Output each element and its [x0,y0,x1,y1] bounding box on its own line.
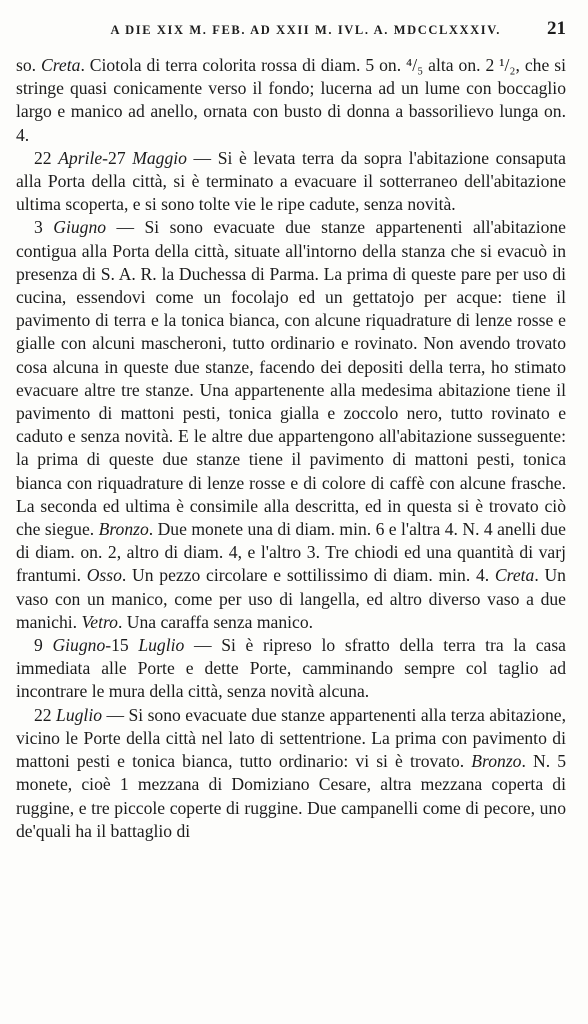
italic-term: Creta [494,565,535,586]
text-run: so. [16,55,41,75]
italic-term: Vetro [81,611,118,632]
text-run: — Si sono evacuate due stanze appartenenti alla terza abitazione, vicino le Porte della città nel lato di settentrione. La prima con pavimento di mattoni pesti e tonica bianca, tutto ordinario: vi si è trovato. [16,704,566,772]
running-title: A DIE XIX M. FEB. AD XXII M. IVL. A. MDCCLXXXIV. [110,23,501,37]
text-run: . Due monete una di diam. min. 6 e l'altra 4. N. 4 anelli due di diam. on. 2, altro di diam. 4, e l'altro 3. Tre chiodi ed una quantità di varj frantumi. [16,519,566,586]
text-run: . Un pezzo circolare e sottilissimo di diam. min. 4. [121,565,495,586]
text-run: — Si è ripreso lo sfratto della terra tra la casa immediata alle Porte e dette Porte, camminando sempre col taglio ad incontrare le mura della città, senza novità alcuna. [16,635,566,702]
running-head [16,18,566,44]
text-run: . Una caraffa senza manico. [117,611,314,632]
body-text [16,54,566,843]
text-run: 3 [34,217,54,238]
italic-term: Giugno [52,635,106,656]
italic-term: Maggio [132,147,187,168]
text-run: -15 [105,635,139,656]
italic-term: Osso [86,565,122,586]
italic-term: Giugno [53,217,107,238]
text-run: — Si sono evacuate due stanze appartenenti all'abitazione contigua alla Porta della città, situate all'intorno della stanza che si evacuò in presenza di S. A. R. la Duchessa di Parma. La prima di queste pare per uso di cucina, essendovi come un focolajo ed un gettatojo per acque: tiene il pavimento di terra e la tonica bianca, con alcune riquadrature di lenze rosse e gialle con alcuni mascheroni, tutto ordinario e rovinato. Non avendo trovato cosa alcuna in queste due stanze, facendo dei depositi della terra, ho stimato evacuare altre tre stanze. Una appartenente alla medesima abitazione tiene il pavimento di mattoni pesti, tonica gialla e zoccolo nero, tutto rovinato e caduto e senza novità. E le altre due appartengono all'abitazione susseguente: la prima di queste due stanze tiene il pavimento di mattoni pesti, tonica bianca con riquadrature di lenze rosse e di colore di caffè con alcune frasche. La seconda ed ultima è consimile alla descritta, ed in questa si è trovato ciò che siegue. [16,217,566,540]
text-run: . Ciotola di terra colorita rossa di diam. 5 on. ⁴/₅ alta on. 2 ¹/₂, che si stringe quasi conicamente verso il fondo; lucerna ad un lume con boccaglio largo e manico ad anello, ornata con busto di donna a bassorilievo lunga on. 4. [16,55,566,145]
text-run: . N. 5 monete, cioè 1 mezzana di Domiziano Cesare, altra mezzana coperta di ruggine, e tre piccole coperte di ruggine. Due campanelli come di pecore, uno de'quali ha il battaglio di [16,751,566,841]
text-run: . Un vaso con un manico, come per uso di langella, ed altro diverso vaso a due manichi. [16,565,566,632]
text-run: 9 [34,635,53,656]
text-run: — Si è levata terra da sopra l'abitazione consaputa alla Porta della città, si è terminato a evacuare il sotterraneo dell'abitazione ultima scoperta, e si sono tolte vie le ripe cadute, senza novità. [16,147,566,215]
entry-22-aprile [16,147,566,217]
italic-term: Bronzo [98,519,149,540]
text-run: 22 [34,704,57,725]
italic-term: Bronzo [471,751,522,772]
italic-term: Luglio [56,704,102,725]
page-number: 21 [547,18,566,39]
text-run: 22 [34,147,59,168]
italic-term: Creta [41,55,81,75]
entry-9-giugno [16,634,566,704]
entry-3-giugno [16,216,566,634]
italic-term: Aprile [58,147,103,168]
paragraph-continuation [16,54,566,147]
text-run: -27 [102,147,133,168]
italic-term: Luglio [138,635,185,656]
entry-22-luglio [16,704,566,843]
